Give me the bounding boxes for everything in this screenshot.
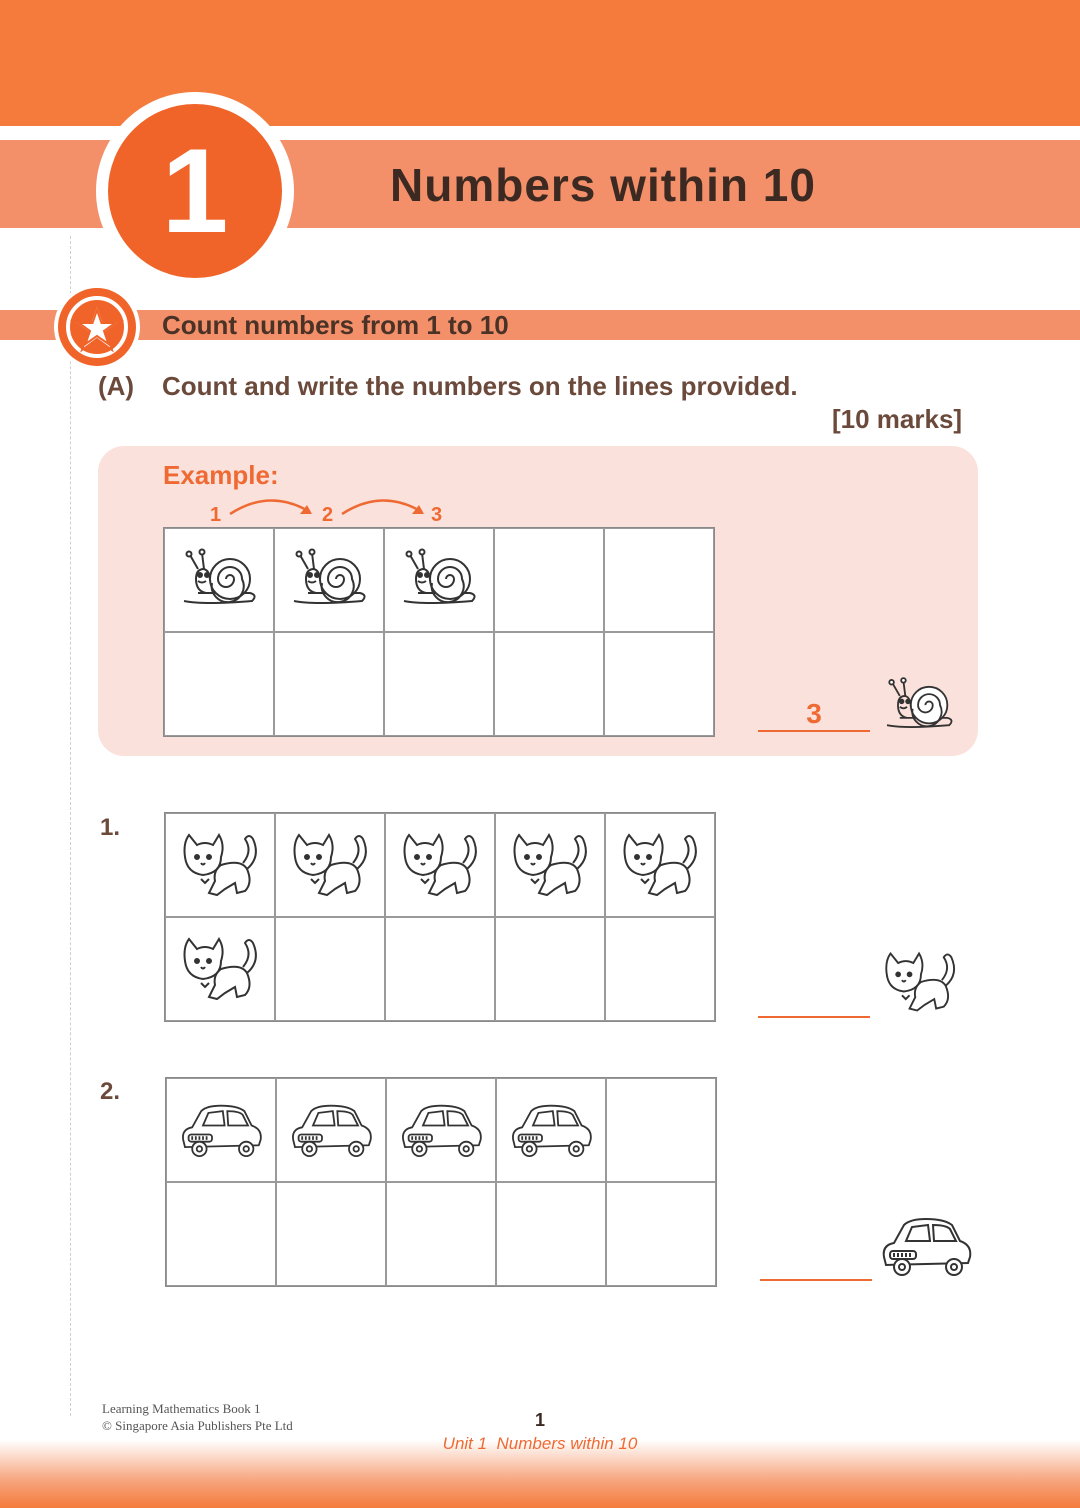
snail-icon	[174, 540, 264, 620]
car-icon	[286, 1090, 376, 1170]
frame-cell	[496, 1182, 606, 1286]
frame-cell	[386, 1078, 496, 1182]
part-label: (A)	[98, 371, 135, 401]
frame-cell	[605, 917, 715, 1021]
snail-icon	[284, 540, 374, 620]
frame-cell	[386, 1182, 496, 1286]
count-label-1: 1	[210, 504, 222, 526]
frame-cell	[276, 1078, 386, 1182]
frame-cell	[385, 813, 495, 917]
footer-unit-title: Unit 1 Numbers within 10	[442, 1434, 638, 1453]
frame-cell	[165, 917, 275, 1021]
question-1-ten-frame	[164, 812, 716, 1022]
footer-copyright: © Singapore Asia Publishers Pte Ltd	[102, 1418, 293, 1433]
cat-icon	[874, 944, 966, 1020]
star-icon	[58, 288, 136, 366]
frame-cell	[274, 528, 384, 632]
frame-cell	[606, 1182, 716, 1286]
car-icon	[876, 1210, 976, 1282]
car-icon	[176, 1090, 266, 1170]
frame-cell	[385, 917, 495, 1021]
frame-cell	[604, 528, 714, 632]
unit-number: 1	[161, 124, 229, 258]
cat-icon	[505, 825, 595, 905]
cat-icon	[175, 929, 265, 1009]
frame-cell	[494, 528, 604, 632]
footer-book-title: Learning Mathematics Book 1	[102, 1401, 261, 1416]
car-icon	[396, 1090, 486, 1170]
frame-cell	[495, 813, 605, 917]
frame-cell	[166, 1078, 276, 1182]
marks-label: [10 marks]	[832, 404, 963, 434]
frame-cell	[165, 813, 275, 917]
example-label: Example:	[163, 460, 279, 490]
question-number-1: 1.	[100, 814, 121, 841]
frame-cell	[604, 632, 714, 736]
cat-icon	[285, 825, 375, 905]
frame-cell	[274, 632, 384, 736]
frame-cell	[494, 632, 604, 736]
binding-margin-line	[70, 236, 71, 1416]
question-2-answer-line[interactable]	[760, 1247, 872, 1281]
count-label-3: 3	[431, 504, 443, 526]
example-ten-frame	[163, 527, 715, 737]
frame-cell	[606, 1078, 716, 1182]
instruction-text: Count and write the numbers on the lines provided.	[162, 371, 798, 401]
question-2-ten-frame	[165, 1077, 717, 1287]
count-label-2: 2	[322, 504, 334, 526]
page-number: 1	[534, 1410, 545, 1430]
example-answer: 3	[758, 698, 870, 732]
question-1-answer-line[interactable]	[758, 984, 870, 1018]
frame-cell	[166, 1182, 276, 1286]
section-title: Count numbers from 1 to 10	[162, 310, 509, 340]
cat-icon	[395, 825, 485, 905]
snail-icon	[874, 674, 964, 738]
frame-cell	[605, 813, 715, 917]
frame-cell	[495, 917, 605, 1021]
frame-cell	[496, 1078, 606, 1182]
page-title: Numbers within 10	[390, 159, 816, 211]
car-icon	[506, 1090, 596, 1170]
frame-cell	[384, 528, 494, 632]
cat-icon	[615, 825, 705, 905]
frame-cell	[384, 632, 494, 736]
frame-cell	[164, 632, 274, 736]
frame-cell	[276, 1182, 386, 1286]
frame-cell	[275, 813, 385, 917]
frame-cell	[164, 528, 274, 632]
question-number-2: 2.	[100, 1078, 121, 1105]
cat-icon	[175, 825, 265, 905]
frame-cell	[275, 917, 385, 1021]
footer-publisher	[102, 1400, 293, 1434]
snail-icon	[394, 540, 484, 620]
